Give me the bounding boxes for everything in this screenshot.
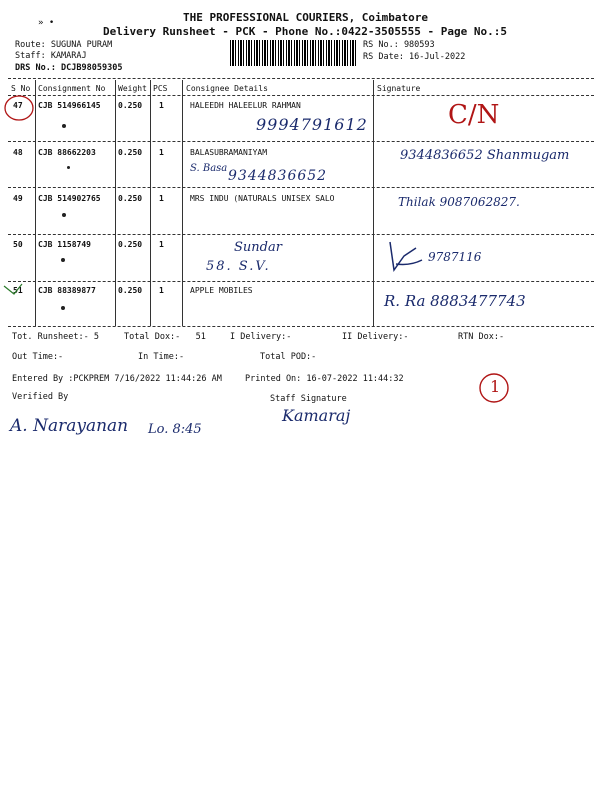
col-pcs: PCS — [153, 84, 168, 93]
entered-by: Entered By :PCKPREM 7/16/2022 11:44:26 AM — [12, 374, 222, 384]
handwritten-phone: 9994791612 — [256, 115, 368, 134]
row-weight: 0.250 — [118, 101, 143, 110]
row-rule — [8, 281, 594, 282]
row-consignee: MRS INDU (NATURALS UNISEX SALO — [190, 194, 335, 203]
handwritten-note: S. Basa — [190, 163, 228, 174]
rs-date: RS Date: 16-Jul-2022 — [363, 52, 466, 62]
staff-signature-label: Staff Signature — [270, 394, 347, 404]
handwritten-phone: 58. S.V. — [206, 259, 271, 274]
out-time: Out Time:- — [12, 352, 64, 362]
total-dox: Total Dox:- 51 — [124, 332, 206, 342]
row-consignment: CJB 514902765 — [38, 194, 101, 203]
total-pod: Total POD:- — [260, 352, 317, 362]
corner-mark: » • — [38, 18, 55, 28]
row-consignee: BALASUBRAMANIYAM — [190, 148, 268, 157]
handwritten-note: Sundar — [234, 240, 282, 255]
row-dot — [61, 258, 65, 262]
ii-delivery: II Delivery:- — [342, 332, 409, 342]
verifier-signature: A. Narayanan — [10, 416, 129, 436]
row-pcs: 1 — [159, 148, 164, 157]
row-pcs: 1 — [159, 101, 164, 110]
col-divider — [182, 80, 183, 326]
route: Route: SUGUNA PURAM — [15, 40, 113, 50]
handwritten-signature: 9344836652 Shanmugam — [400, 148, 570, 163]
staff-signature-name: Kamaraj — [282, 406, 351, 425]
handwritten-signature: C/N — [448, 100, 500, 130]
verified-by-label: Verified By — [12, 392, 69, 402]
handwritten-phone: 9344836652 — [228, 168, 328, 184]
rs-number: RS No.: 980593 — [363, 40, 435, 50]
circle-mark-icon — [2, 94, 36, 122]
check-tick-icon — [2, 282, 24, 300]
header-top-rule — [8, 78, 594, 79]
handwritten-signature: R. Ra 8883477743 — [384, 292, 526, 310]
col-consignment: Consignment No — [38, 84, 106, 93]
rtn-dox: RTN Dox:- — [458, 332, 505, 342]
col-signature: Signature — [377, 84, 421, 93]
row-dot — [62, 124, 66, 128]
row-weight: 0.250 — [118, 148, 143, 157]
col-divider — [150, 80, 151, 326]
table-bottom-rule — [8, 326, 594, 327]
col-divider — [373, 80, 374, 326]
row-sno: 47 — [13, 101, 23, 110]
handwritten-signature: Thilak 9087062827. — [398, 195, 520, 209]
circled-page-number: 1 — [490, 377, 501, 396]
printed-on: Printed On: 16-07-2022 11:44:32 — [245, 374, 404, 384]
row-sno: 51 — [13, 286, 23, 295]
barcode — [230, 40, 358, 66]
col-consignee: Consignee Details — [186, 84, 268, 93]
row-rule — [8, 234, 594, 235]
total-runsheet: Tot. Runsheet:- 5 — [12, 332, 99, 342]
company-title: THE PROFESSIONAL COURIERS, Coimbatore — [183, 11, 429, 24]
handwritten-signature: 9787116 — [428, 250, 482, 264]
row-sno: 49 — [13, 194, 23, 203]
col-sno: S No — [11, 84, 31, 93]
row-pcs: 1 — [159, 240, 164, 249]
row-pcs: 1 — [159, 286, 164, 295]
row-weight: 0.250 — [118, 240, 143, 249]
row-weight: 0.250 — [118, 194, 143, 203]
drs-number: DRS No.: DCJB98059305 — [15, 63, 123, 73]
i-delivery: I Delivery:- — [230, 332, 292, 342]
row-dot — [62, 213, 66, 217]
row-consignment: CJB 1158749 — [38, 240, 91, 249]
row-consignment: CJB 88389877 — [38, 286, 96, 295]
in-time: In Time:- — [138, 352, 185, 362]
col-weight: Weight — [118, 84, 147, 93]
row-consignment: CJB 88662203 — [38, 148, 96, 157]
row-dot — [67, 166, 70, 169]
row-sno: 50 — [13, 240, 23, 249]
row-rule — [8, 141, 594, 142]
row-rule — [8, 187, 594, 188]
col-divider — [115, 80, 116, 326]
row-dot — [61, 306, 65, 310]
header-bottom-rule — [8, 95, 594, 96]
runsheet-title: Delivery Runsheet - PCK - Phone No.:0422-3505555 - Page No.:5 — [103, 25, 507, 38]
row-consignee: APPLE MOBILES — [190, 286, 253, 295]
signature-scribble-icon — [386, 236, 426, 276]
row-pcs: 1 — [159, 194, 164, 203]
staff: Staff: KAMARAJ — [15, 51, 87, 61]
row-consignee: HALEEDH HALEELUR RAHMAN — [190, 101, 301, 110]
row-sno: 48 — [13, 148, 23, 157]
row-consignment: CJB 514966145 — [38, 101, 101, 110]
staff-signature-time: Lo. 8:45 — [148, 422, 202, 437]
row-weight: 0.250 — [118, 286, 143, 295]
